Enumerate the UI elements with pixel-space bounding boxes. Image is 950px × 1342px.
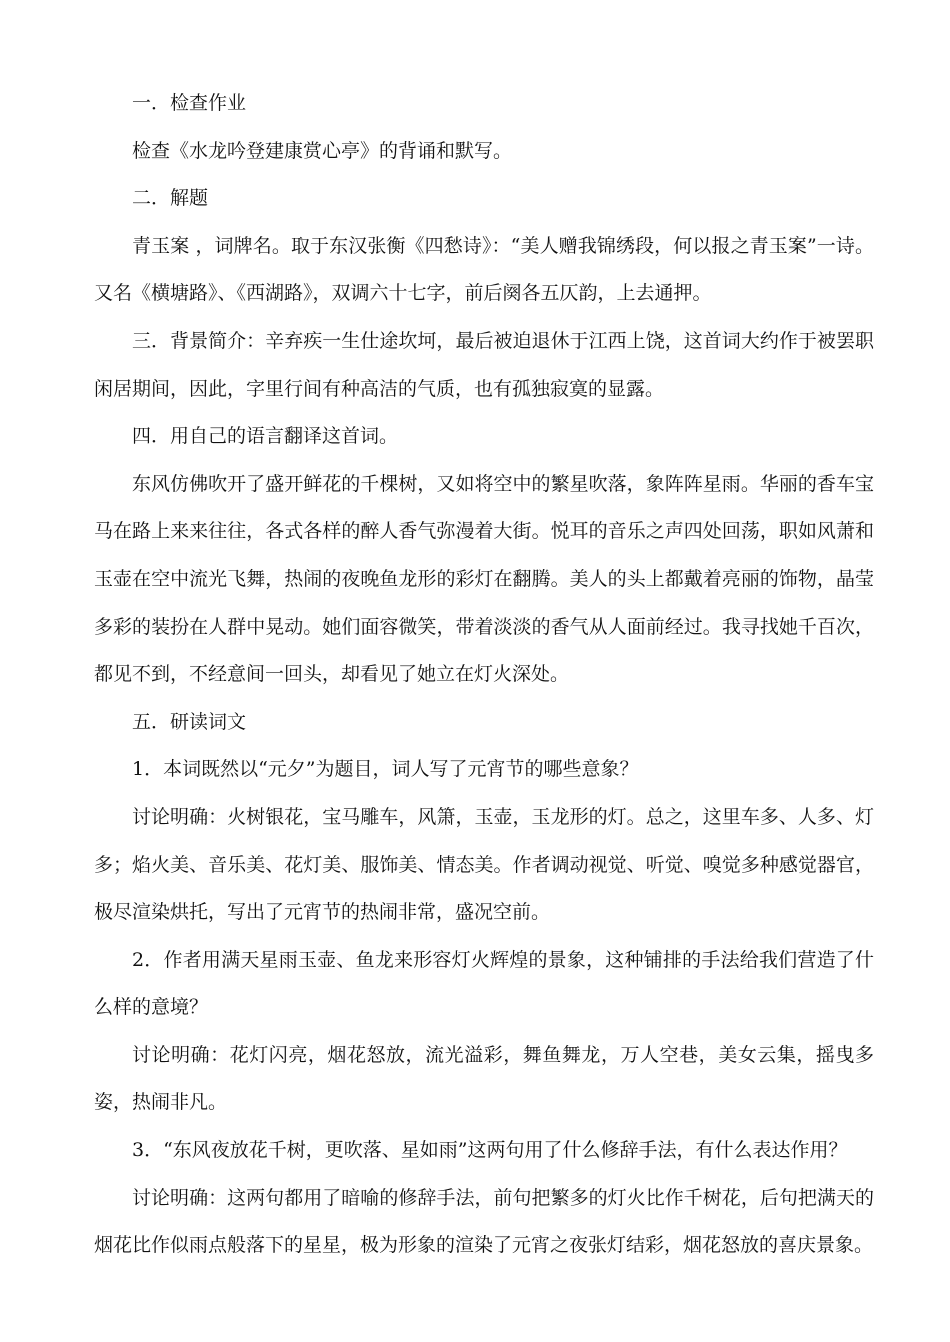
section-heading-homework: 一．检查作业 xyxy=(132,92,247,114)
paragraph-title-explanation: 青玉案 ，词牌名。取于东汉张衡《四愁诗》：“美人赠我锦绣段，何以报之青玉案”一诗。又名《横塘路》、《西湖路》，双调六十七字，前后阕各五仄韵，上去通押。 xyxy=(94,234,874,305)
paragraph-homework-check: 检查《水龙吟登建康赏心亭》的背诵和默写。 xyxy=(132,139,513,162)
question-2: 2．作者用满天星雨玉壶、鱼龙来形容灯火辉煌的景象，这种铺排的手法给我们营造了什么样的意境？ xyxy=(94,948,874,1019)
question-3: 3．“东风夜放花千树，更吹落、星如雨”这两句用了什么修辞手法，有什么表达作用？ xyxy=(132,1139,848,1162)
paragraph-background: 三．背景简介：辛弃疾一生仕途坎坷，最后被迫退休于江西上饶，这首词大约作于被罢职闲居期间，因此，字里行间有种高洁的气质，也有孤独寂寞的显露。 xyxy=(94,329,874,400)
paragraph-translation: 东风仿佛吹开了盛开鲜花的千棵树，又如将空中的繁星吹落，象阵阵星雨。华丽的香车宝马在路上来来往往，各式各样的醉人香气弥漫着大街。悦耳的音乐之声四处回荡，职如风萧和玉壶在空中流光飞舞，热闹的夜晚鱼龙形的彩灯在翻腾。美人的头上都戴着亮丽的饰物，晶莹多彩的装扮在人群中晃动。她们面容微笑，带着淡淡的香气从人面前经过。我寻找她千百次，都见不到，不经意间一回头，却看见了她立在灯火深处。 xyxy=(94,472,874,686)
answer-3: 讨论明确：这两句都用了暗喻的修辞手法，前句把繁多的灯火比作千树花，后句把满天的烟花比作似雨点般落下的星星，极为形象的渲染了元宵之夜张灯结彩，烟花怒放的喜庆景象。 xyxy=(94,1186,874,1257)
question-1: 1．本词既然以“元夕”为题目，词人写了元宵节的哪些意象？ xyxy=(132,758,639,781)
section-heading-title-explanation: 二．解题 xyxy=(132,187,209,210)
document-body xyxy=(94,80,874,1270)
answer-2: 讨论明确：花灯闪亮，烟花怒放，流光溢彩，舞鱼舞龙，万人空巷，美女云集，摇曳多姿，热闹非凡。 xyxy=(94,1043,874,1114)
section-heading-study: 五．研读词文 xyxy=(132,710,247,733)
answer-1: 讨论明确：火树银花，宝马雕车，风箫，玉壶，玉龙形的灯。总之，这里车多、人多、灯多；焰火美、音乐美、花灯美、服饰美、情态美。作者调动视觉、听觉、嗅觉多种感觉器官，极尽渲染烘托，写出了元宵节的热闹非常，盛况空前。 xyxy=(94,805,874,924)
section-heading-translation: 四．用自己的语言翻译这首词。 xyxy=(132,425,399,448)
